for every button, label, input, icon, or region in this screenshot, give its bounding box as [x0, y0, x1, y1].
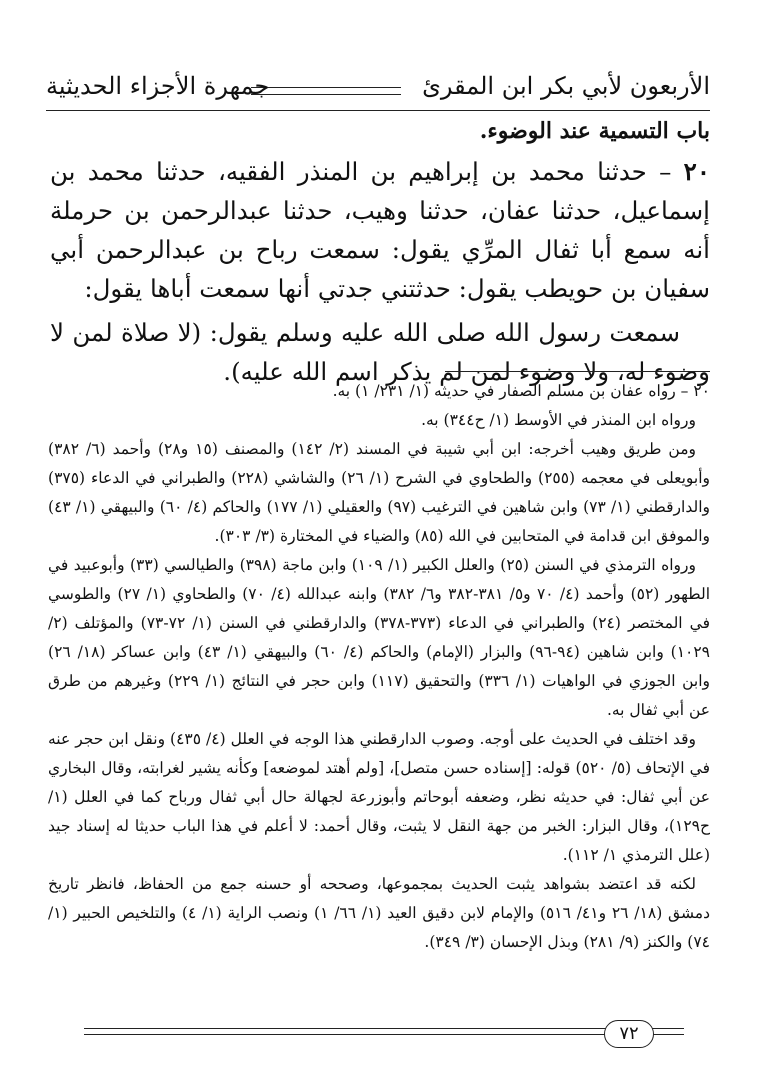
footnote-paragraph: ومن طريق وهيب أخرجه: ابن أبي شيبة في المسند (٢/ ١٤٢) والمصنف (١٥ و٢٨) وأحمد (٦/ ٣٨٢) وأبويعلى في معجمه (٢٥٥) والطحاوي في الشرح (١/ ٢٦) والشاشي (٢٢٨) والطبراني في الدعاء (٣٧٥) والدارقطني (١/ ٧٣) وابن شاهين في الترغيب (٩٧) والعقيلي (١/ ١٧٧) والحاكم (٤/ ٦٠) والبيهقي (١/ ٤٣) والموفق ابن قدامة في المتحابين في الله (٨٥) والضياء في المختارة (٣/ ٣٠٣). — [48, 440, 711, 545]
footer-rule — [84, 1028, 684, 1029]
book-title: الأربعون لأبي بكر ابن المقرئ — [422, 72, 710, 100]
header-double-rule — [251, 87, 401, 95]
footnote-paragraph: لكنه قد اعتضد بشواهد يثبت الحديث بمجموعها، وصححه أو حسنه جمع من الحفاظ، فانظر تاريخ دمشق (١٨/ ٢٦ و٤١/ ٥١٦) والإمام لابن دقيق العيد (١/ ٦٦/ ١) ونصب الراية (١/ ٤) والتلخيص الحبير (١/ ٧٤) والكنز (٩/ ٢٨١) وبذل الإحسان (٣/ ٣٤٩). — [48, 875, 710, 951]
header-underline — [46, 110, 710, 111]
series-title: جمهرة الأجزاء الحديثية — [46, 72, 270, 100]
footnote-divider — [445, 371, 710, 372]
footnote-paragraph: ورواه ابن المنذر في الأوسط (١/ ح٣٤٤) به. — [421, 411, 696, 429]
hadith-text — [50, 152, 710, 391]
page-number: ٧٢ — [604, 1020, 654, 1048]
chapter-title: باب التسمية عند الوضوء. — [479, 118, 710, 144]
footnote-paragraph: ورواه الترمذي في السنن (٢٥) والعلل الكبير (١/ ١٠٩) وابن ماجة (٣٩٨) والطيالسي (٣٣) وأبوعبيد في الطهور (٥٢) وأحمد (٤/ ٧٠ و٥/ ٣٨١-٣٨٢ و٦/ ٣٨٢) وابنه عبدالله (٤/ ٧٠) والطحاوي (١/ ٢٧) والطوسي في المختصر (٢٤) والطبراني في الدعاء (٣٧٣-٣٧٨) والدارقطني في السنن (١/ ٧٢-٧٣) والمؤتلف (٢/ ١٠٢٩) وابن شاهين (٩٤-٩٦) والبزار (الإمام) والحاكم (٤/ ٦٠) والبيهقي (١/ ٤٣) وابن عساكر (١٨/ ٢٦) وابن الجوزي في الواهيات (١/ ٣٣٦) والتحقيق (١١٧) وابن حجر في النتائج (١/ ٢٢٩) وغيرهم من طرق عن أبي ثفال به. — [48, 556, 711, 719]
footer-rule — [84, 1034, 684, 1035]
hadith-isnad: – حدثنا محمد بن إبراهيم بن المنذر الفقيه، حدثنا محمد بن إسماعيل، حدثنا عفان، حدثنا وهيب، حدثنا عبدالرحمن بن حرملة أنه سمع أبا ثفال المرِّي يقول: سمعت رباح بن عبدالرحمن أبي سفيان بن حويطب يقول: حدثتني جدتي أنها سمعت أباها يقول: — [50, 157, 710, 303]
footnote-paragraph: ٢٠ – رواه عفان بن مسلم الصفار في حديثه (١/ ٢٣١/ ١) به. — [332, 382, 710, 400]
running-header — [46, 70, 710, 110]
hadith-number: ٢٠ — [683, 157, 710, 186]
hadith-matn: سمعت رسول الله صلى الله عليه وسلم يقول: (لا صلاة لمن لا وضوء له، ولا وضوء لمن لم يذكر اسم الله عليه). — [50, 318, 710, 386]
footnotes — [48, 377, 710, 957]
hadith-isnad-paragraph — [50, 152, 710, 308]
footnote-paragraph: وقد اختلف في الحديث على أوجه. وصوب الدارقطني هذا الوجه في العلل (٤/ ٤٣٥) ونقل ابن حجر عنه في الإتحاف (٥/ ٥٢٠) قوله: [إسناده حسن متصل]، [ولم أهتد لموضعه] وكأنه يشير لغرابته، وقال البخاري عن أبي ثفال: في حديثه نظر، وضعفه أبوحاتم وأبوزرعة لجهالة حال أبي ثفال ورباح كما في العلل (١/ ح١٢٩)، وقال البزار: الخبر من جهة النقل لا يثبت، وقال أحمد: لا أعلم في هذا الباب حديثا له إسناد جيد (علل الترمذي ١/ ١١٢). — [48, 730, 710, 864]
